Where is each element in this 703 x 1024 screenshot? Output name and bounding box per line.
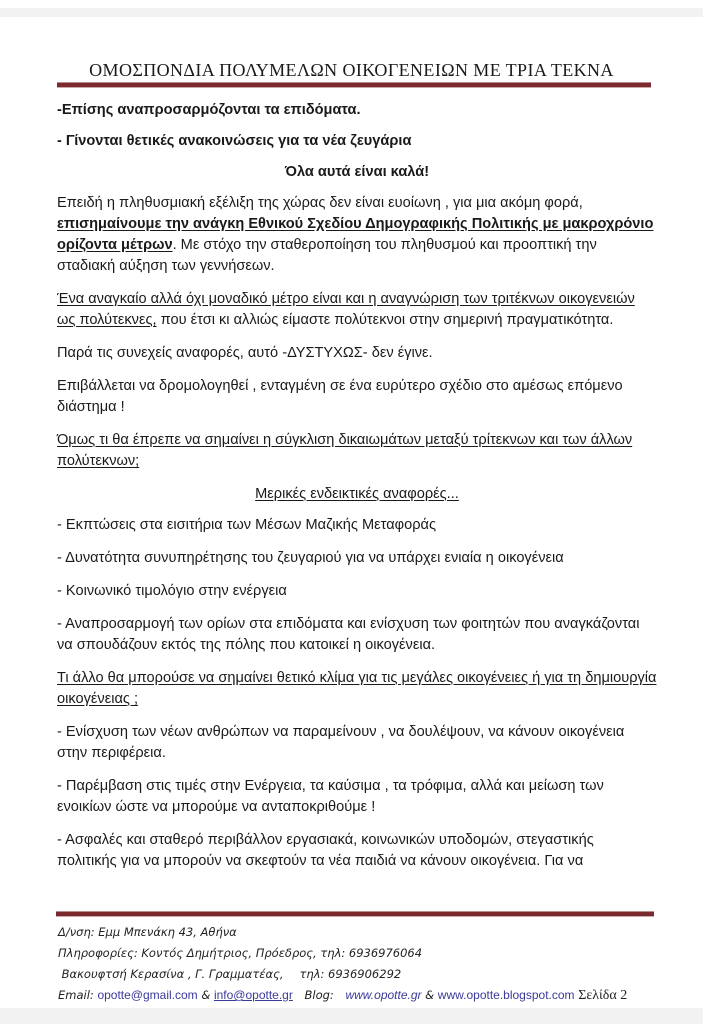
footer-secretary [58, 964, 688, 985]
list-item: - Κοινωνικό τιμολόγιο στην ενέργεια [57, 583, 287, 599]
header-divider [57, 82, 651, 88]
blog-link[interactable]: www.opotte.blogspot.com [437, 988, 575, 1002]
paragraph-imposed: Επιβάλλεται να δρομολογηθεί , ενταγμένη σε ένα ευρύτερο σχέδιο στο αμέσως επόμενο διάστημα ! [57, 378, 623, 415]
list-item: - Δυνατότητα συνυπηρέτησης του ζευγαριού για να υπάρχει ενιαία η οικογένεια [57, 550, 564, 566]
paragraph-demographic [57, 193, 657, 277]
subheading-references: Μερικές ενδεικτικές αναφορές... [255, 486, 459, 502]
question-positive-climate: Τι άλλο θα μπορούσε να σημαίνει θετικό κλίμα για τις μεγάλες οικογένειες ή για τη δημιουργία οικογένειας ; [57, 670, 657, 707]
ampersand: & [201, 988, 211, 1002]
line-allowances: -Επίσης αναπροσαρμόζονται τα επιδόματα. [57, 102, 361, 118]
paragraph-recognition-underlined: Ένα αναγκαίο αλλά όχι μοναδικό μέτρο είναι και η αναγνώριση των τριτέκνων οικογενειών ως πολύτεκνες, [57, 291, 635, 328]
email-link-info[interactable]: info@opotte.gr [213, 988, 293, 1002]
footer-contact [58, 985, 688, 1006]
document-footer [58, 922, 688, 1006]
line-announcements: - Γίνονται θετικές ανακοινώσεις για τα νέα ζευγάρια [57, 133, 412, 149]
footer-secretary-name: Βακουφτσή Κερασίνα , Γ. Γραμματέας, [61, 967, 284, 981]
footer-info: Πληροφορίες: Κοντός Δημήτριος, Πρόεδρος, τηλ: 6936976064 [58, 946, 423, 960]
website-link[interactable]: www.opotte.gr [345, 988, 422, 1002]
blog-label: Blog: [304, 988, 334, 1002]
top-band [0, 8, 703, 17]
ampersand: & [425, 988, 435, 1002]
footer-address: Δ/νση: Εμμ Μπενάκη 43, Αθήνα [58, 925, 237, 939]
list-item: - Αναπροσαρμογή των ορίων στα επιδόματα και ενίσχυση των φοιτητών που αναγκάζονται να σπουδάζουν εκτός της πόλης που κατοικεί η οικογένεια. [57, 616, 640, 653]
list-item: - Εκπτώσεις στα εισιτήρια των Μέσων Μαζικής Μεταφοράς [57, 517, 437, 533]
centered-heading: Όλα αυτά είναι καλά! [284, 164, 430, 180]
footer-secretary-phone: τηλ: 6936906292 [299, 967, 402, 981]
paragraph-recognition-end: που έτσι κι αλλιώς είμαστε πολύτεκνοι στην σημερινή πραγματικότητα. [156, 312, 614, 328]
page-number: Σελίδα 2 [578, 988, 628, 1003]
paragraph-recognition [57, 289, 657, 331]
paragraph-demographic-emphasis: επισημαίνουμε την ανάγκη Εθνικού Σχεδίου Δημογραφικής Πολιτικής με μακροχρόνιο ορίζοντα μέτρων [57, 216, 654, 253]
paragraph-demographic-end: . Με στόχο την σταθεροποίηση του πληθυσμού και προοπτική την σταδιακή αύξηση των γεννήσεων. [57, 237, 597, 274]
list-item: - Ενίσχυση των νέων ανθρώπων να παραμείνουν , να δουλέψουν, να κάνουν οικογένεια στην περιφέρεια. [57, 724, 625, 761]
list-item: - Ασφαλές και σταθερό περιβάλλον εργασιακά, κοινωνικών υποδομών, στεγαστικής πολιτικής για να μπορούν να σκεφτούν τα νέα παιδιά να κάνουν οικογένεια. Για να [57, 832, 594, 869]
document-body [57, 100, 657, 884]
paragraph-demographic-start: Επειδή η πληθυσμιακή εξέλιξη της χώρας δεν είναι ευοίωνη , για μια ακόμη φορά, [57, 195, 583, 211]
question-convergence: Όμως τι θα έπρεπε να σημαίνει η σύγκλιση δικαιωμάτων μεταξύ τρίτεκνων και των άλλων πολύτεκνων; [57, 432, 633, 469]
paragraph-unfortunately: Παρά τις συνεχείς αναφορές, αυτό -ΔΥΣΤΥΧΩΣ- δεν έγινε. [57, 345, 433, 361]
list-item: - Παρέμβαση στις τιμές στην Ενέργεια, τα καύσιμα , τα τρόφιμα, αλλά και μείωση των ενοικίων ώστε να μπορούμε να ανταποκριθούμε ! [57, 778, 604, 815]
bottom-band [0, 1008, 703, 1024]
footer-divider [56, 911, 654, 917]
email-link-gmail[interactable]: opotte@gmail.com [97, 988, 198, 1002]
email-label: Email: [58, 988, 94, 1002]
document-header-title: ΟΜΟΣΠΟΝΔΙΑ ΠΟΛΥΜΕΛΩΝ ΟΙΚΟΓΕΝΕΙΩΝ ΜΕ ΤΡΙΑ ΤΕΚΝΑ [89, 60, 614, 80]
